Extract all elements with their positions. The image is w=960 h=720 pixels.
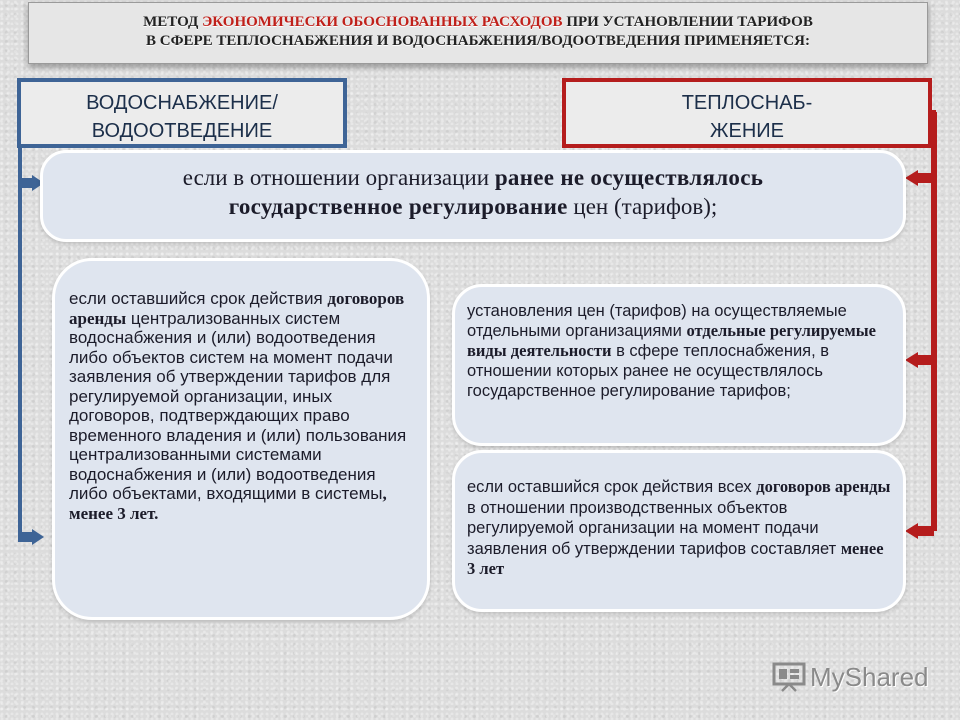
heat-arrow-1 [905, 170, 934, 186]
condition-separate-regulated-activities: установления цен (тарифов) на осуществляемые отдельными организациями отдельные регулируемые виды деятельности в сфере теплоснабжения, в отношении которых ранее не осуществлялось государственное регулирование тарифов; [452, 284, 906, 446]
title-line-1: МЕТОД ЭКОНОМИЧЕСКИ ОБОСНОВАННЫХ РАСХОДОВ ПРИ УСТАНОВЛЕНИИ ТАРИФОВ [143, 14, 813, 30]
condition-heat-lease-under-3-years: если оставшийся срок действия всех договоров аренды в отношении производственных объектов регулируемой организации на момент подачи заявления об утверждении тарифов составляет менее 3 лет [452, 450, 906, 612]
watermark-logo [772, 657, 929, 697]
title-highlight: ЭКОНОМИЧЕСКИ ОБОСНОВАННЫХ РАСХОДОВ [202, 14, 563, 30]
heat-supply-header: ТЕПЛОСНАБ- ЖЕНИЕ [562, 78, 932, 148]
water-supply-header: ВОДОСНАБЖЕНИЕ/ ВОДООТВЕДЕНИЕ [17, 78, 347, 148]
watermark-text: MyShared [810, 661, 929, 692]
presentation-screen-icon [772, 662, 806, 692]
heat-arrow-3 [905, 523, 934, 539]
title-line-2: В СФЕРЕ ТЕПЛОСНАБЖЕНИЯ И ВОДОСНАБЖЕНИЯ/ВОДООТВЕДЕНИЯ ПРИМЕНЯЕТСЯ: [146, 33, 810, 49]
condition-no-prior-regulation: если в отношении организации ранее не осуществлялось государственное регулирование цен (тарифов); [40, 150, 906, 242]
heat-arrow-2 [905, 352, 934, 368]
condition-water-lease-under-3-years: если оставшийся срок действия договоров аренды централизованных систем водоснабжения и (или) водоотведения либо объектов систем на момент подачи заявления об утверждении тарифов для регулируемой организации, иных договоров, подтверждающих право временного владения и (или) пользования централизованными системами водоснабжения и (или) водоотведения либо объектами, входящими в системы, менее 3 лет. [52, 258, 430, 620]
